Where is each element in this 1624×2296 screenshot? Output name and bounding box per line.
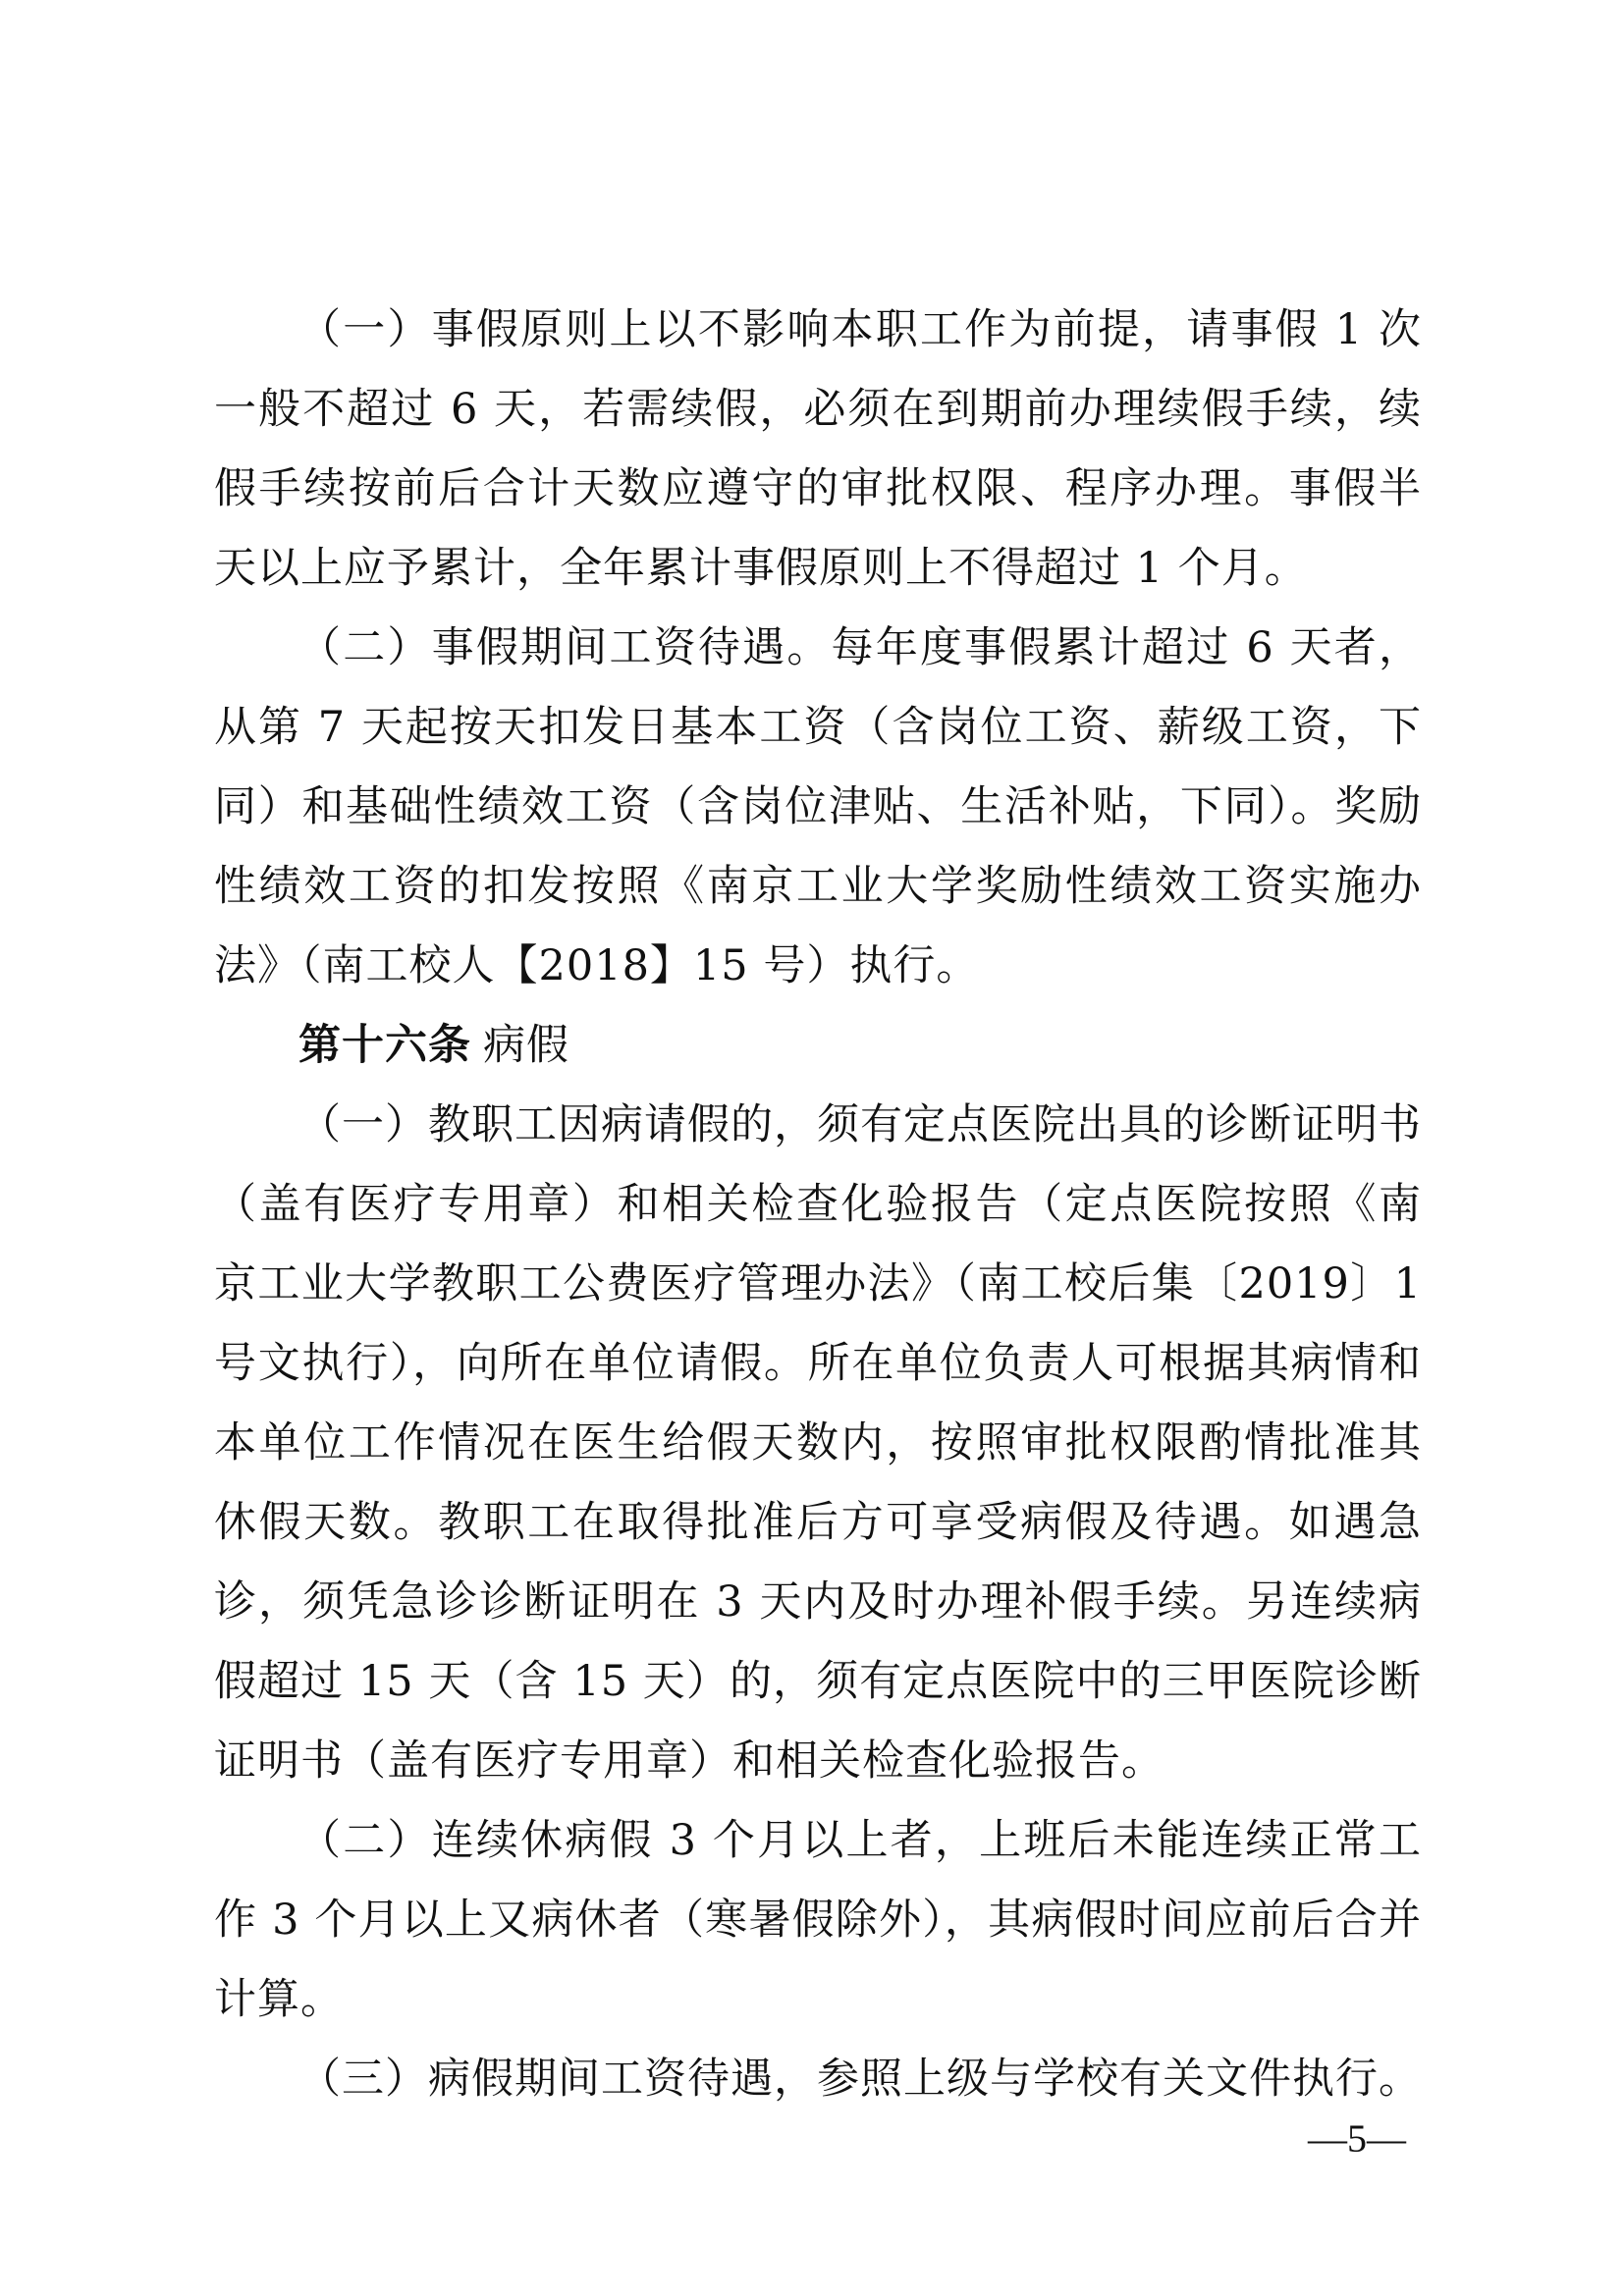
article-16-label: 第十六条 [298, 1021, 471, 1070]
paragraph-sick-leave-2: （二）连续休病假 3 个月以上者，上班后未能连续正常工作 3 个月以上又病休者（寒暑假除外），其病假时间应前后合并计算。 [214, 1816, 1422, 2024]
paragraph-personal-leave-2: （二）事假期间工资待遇。每年度事假累计超过 6 天者，从第 7 天起按天扣发日基本工资（含岗位工资、薪级工资，下同）和基础性绩效工资（含岗位津贴、生活补贴，下同）。奖励性绩效工资的扣发按照《南京工业大学奖励性绩效工资实施办法》（南工校人【2018】15 号）执行。 [214, 623, 1422, 990]
paragraph-sick-leave-1: （一）教职工因病请假的，须有定点医院出具的诊断证明书（盖有医疗专用章）和相关检查化验报告（定点医院按照《南京工业大学教职工公费医疗管理办法》（南工校后集〔2019〕1 号文执行），向所在单位请假。所在单位负责人可根据其病情和本单位工作情况在医生给假天数内，按照审批权限酌情批准其休假天数。教职工在取得批准后方可享受病假及待遇。如遇急诊，须凭急诊诊断证明在 3 天内及时办理补假手续。另连续病假超过 15 天（含 15 天）的，须有定点医院中的三甲医院诊断证明书（盖有医疗专用章）和相关检查化验报告。 [214, 1100, 1422, 1786]
paragraph-personal-leave-1: （一）事假原则上以不影响本职工作为前提，请事假 1 次一般不超过 6 天，若需续假，必须在到期前办理续假手续，续假手续按前后合计天数应遵守的审批权限、程序办理。事假半天以上应予累计，全年累计事假原则上不得超过 1 个月。 [214, 305, 1422, 593]
paragraph-sick-leave-3: （三）病假期间工资待遇，参照上级与学校有关文件执行。 [298, 2055, 1422, 2104]
page-number: —5— [1308, 2116, 1406, 2161]
article-16-title: 病假 [483, 1021, 569, 1070]
document-body [214, 291, 1422, 2119]
article-16-heading [214, 1006, 1422, 1086]
